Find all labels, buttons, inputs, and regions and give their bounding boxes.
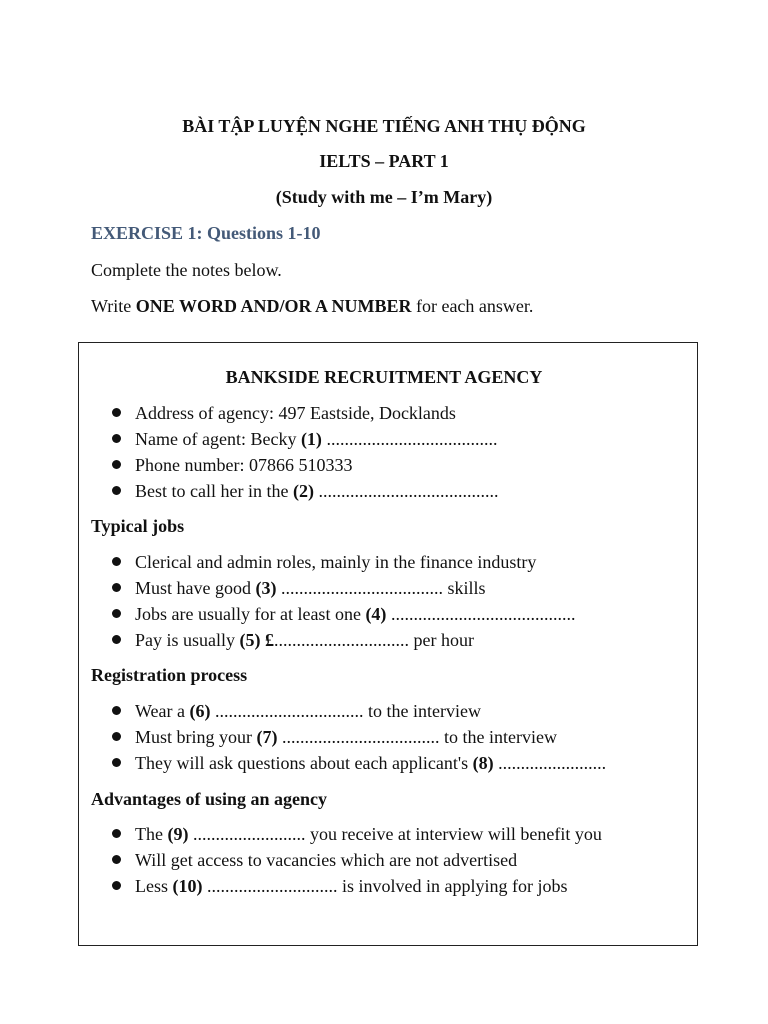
question-number: (4) [365,604,387,624]
list-item [112,699,481,723]
note-text: Less [135,876,173,896]
bullet-icon [112,460,121,469]
document-author-line: (Study with me – I’m Mary) [275,187,493,207]
list-item [112,725,557,749]
note-text: Address of agency: 497 Eastside, Docklands [135,403,456,423]
list-item [112,576,486,600]
note-text: Wear a [135,701,190,721]
answer-gap: ......................... you receive at interview will benefit you [188,824,602,844]
question-number: (10) [172,876,203,896]
bullet-icon [112,758,121,767]
note-text: Phone number: 07866 510333 [135,455,353,475]
answer-gap: ............................. is involved in applying for jobs [202,876,568,896]
answer-gap: ...................................... [321,429,498,449]
bullet-icon [112,434,121,443]
section-heading-advantages: Advantages of using an agency [91,789,328,809]
note-text: Will get access to vacancies which are not advertised [135,850,518,870]
bullet-icon [112,881,121,890]
list-item [112,822,602,846]
list-item [112,628,474,652]
list-item [112,550,536,574]
bullet-icon [112,486,121,495]
bullet-icon [112,829,121,838]
bullet-icon [112,408,121,417]
list-item [112,602,575,626]
document-title: BÀI TẬP LUYỆN NGHE TIẾNG ANH THỤ ĐỘNG [182,116,586,136]
question-number: (7) [256,727,278,747]
instruction-complete-notes: Complete the notes below. [91,260,282,280]
list-item [112,401,456,425]
list-item [112,479,498,503]
list-item [112,848,517,872]
answer-gap: ................................. to the interview [210,701,481,721]
instruction-word-limit-post: for each answer. [411,296,534,316]
question-number: (6) [189,701,211,721]
document-subtitle: IELTS – PART 1 [319,151,449,171]
bullet-icon [112,635,121,644]
note-text: Pay is usually [135,630,240,650]
answer-gap: .............................. per hour [274,630,474,650]
question-number: (2) [292,481,314,501]
instruction-word-limit-pre: Write [91,296,136,316]
instruction-word-limit-bold: ONE WORD AND/OR A NUMBER [135,296,412,316]
section-heading-registration: Registration process [91,665,248,685]
note-text: The [135,824,168,844]
note-text: Name of agent: Becky [135,429,301,449]
note-text: Best to call her in the [135,481,293,501]
list-item [112,874,567,898]
question-number: (8) [472,753,494,773]
question-number: (9) [167,824,189,844]
note-text: Clerical and admin roles, mainly in the finance industry [135,552,537,572]
exercise-heading: EXERCISE 1: Questions 1-10 [91,223,321,243]
list-item [112,427,497,451]
bullet-icon [112,557,121,566]
answer-gap: ......................................... [386,604,576,624]
bullet-icon [112,855,121,864]
bullet-icon [112,609,121,618]
list-item [112,751,606,775]
answer-gap: .................................... skills [276,578,486,598]
instruction-word-limit [91,294,533,318]
section-heading-typical-jobs: Typical jobs [91,516,185,536]
note-text: Must have good [135,578,256,598]
bullet-icon [112,706,121,715]
note-text: Must bring your [135,727,257,747]
note-text: They will ask questions about each applicant's [135,753,473,773]
answer-gap: ................................... to the interview [277,727,557,747]
answer-gap: ........................ [493,753,607,773]
notes-title: BANKSIDE RECRUITMENT AGENCY [225,367,543,387]
question-number: (3) [255,578,277,598]
answer-gap: ........................................ [313,481,499,501]
bullet-icon [112,583,121,592]
question-number: (1) [300,429,322,449]
bullet-icon [112,732,121,741]
note-text: Jobs are usually for at least one [135,604,366,624]
list-item [112,453,353,477]
question-number: (5) £ [239,630,275,650]
